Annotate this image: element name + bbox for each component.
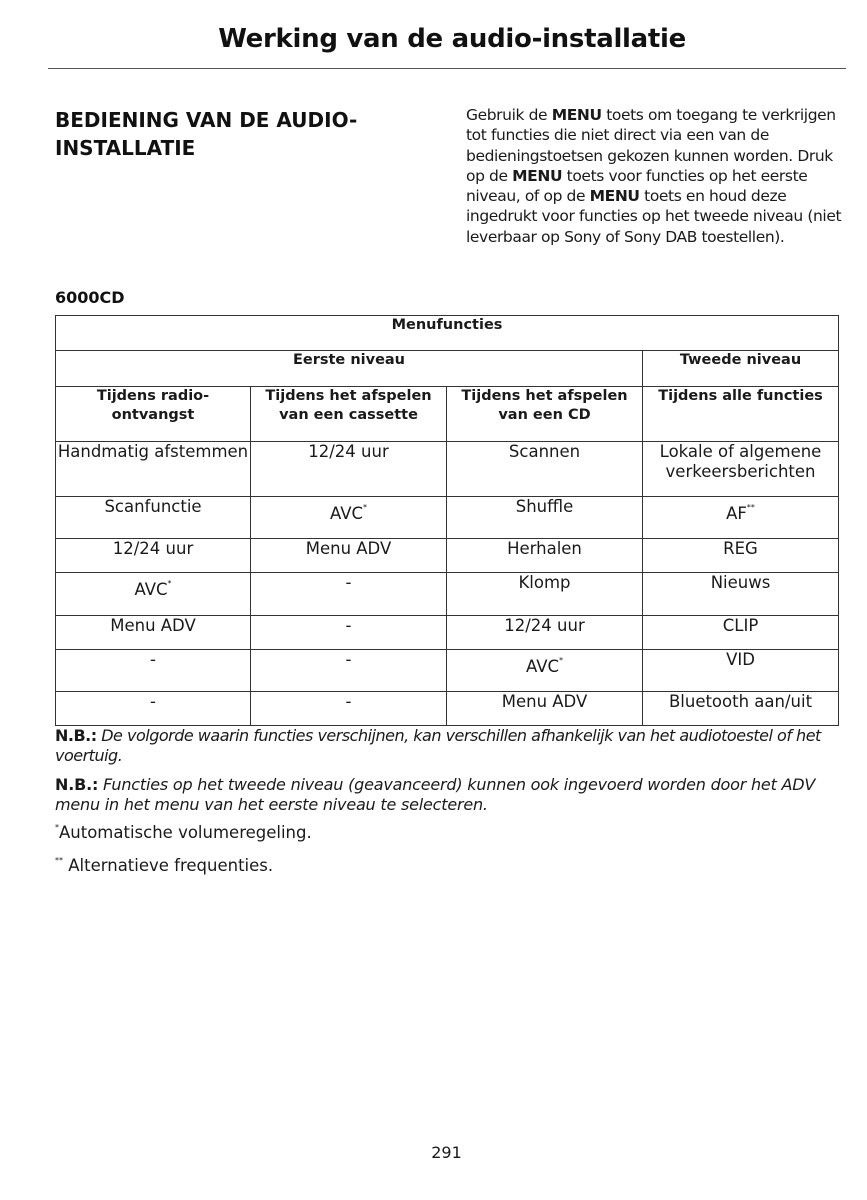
table-cell: REG (643, 539, 839, 573)
footnote-text: Automatische volumeregeling. (59, 823, 312, 842)
first-level-header: Eerste niveau (56, 351, 643, 387)
table-cell: Scannen (447, 442, 643, 497)
footnote-mark: * (55, 823, 59, 832)
table-row (56, 539, 839, 573)
table-cell: Scanfunctie (56, 497, 251, 539)
table-cell: 12/24 uur (447, 616, 643, 650)
cell-text: AVC (134, 580, 168, 599)
page-header (48, 22, 846, 69)
footnote-af (55, 856, 273, 876)
table-cell: - (251, 650, 447, 692)
cell-text: AVC (329, 504, 364, 523)
table-row (56, 692, 839, 726)
table-cell (56, 573, 251, 616)
second-level-header: Tweede niveau (643, 351, 839, 387)
table-cell: Menu ADV (56, 616, 251, 650)
table-row (56, 650, 839, 692)
note-label: N.B.: (55, 726, 97, 745)
table-row (56, 497, 839, 539)
table-cell: Menu ADV (447, 692, 643, 726)
table-cell: Bluetooth aan/uit (643, 692, 839, 726)
table-cell (251, 497, 447, 539)
table-cell: Menu ADV (251, 539, 447, 573)
table-cell: CLIP (643, 616, 839, 650)
footnote-mark: ** (55, 856, 63, 865)
menu-functions-table (55, 315, 839, 726)
table-cell: Shuffle (447, 497, 643, 539)
table-cell: 12/24 uur (251, 442, 447, 497)
table-cell: - (56, 650, 251, 692)
table-cell: VID (643, 650, 839, 692)
model-heading: 6000CD (55, 288, 125, 307)
page-title: Werking van de audio-installatie (218, 24, 686, 54)
note-order (55, 726, 845, 766)
menu-key-label: MENU (512, 166, 563, 185)
table-row (56, 573, 839, 616)
table-cell: Handmatig afstemmen (56, 442, 251, 497)
note-second-level (55, 775, 845, 815)
table-cell (643, 497, 839, 539)
table-title: Menufuncties (56, 316, 839, 351)
table-row (56, 616, 839, 650)
table-cell: Lokale of algemene verkeersberichten (643, 442, 839, 497)
table-cell: - (56, 692, 251, 726)
intro-paragraph (466, 105, 844, 247)
footnote-avc (55, 823, 312, 843)
note-label: N.B.: (55, 775, 99, 794)
section-heading: BEDIENING VAN DE AUDIO-INSTALLATIE (55, 108, 358, 160)
cell-text: AVC (525, 657, 560, 676)
page-number: 291 (431, 1143, 462, 1162)
column-header-cd: Tijdens het afspelen van een CD (447, 387, 643, 442)
table-cell (447, 650, 643, 692)
footnote-mark: ** (746, 503, 755, 512)
footnote-text: Alternatieve frequenties. (68, 856, 274, 875)
table-cell: Nieuws (643, 573, 839, 616)
menu-key-label: MENU (589, 187, 640, 206)
intro-text-2: toets om toegang te verkrijgen tot functies die niet direct via een van de bedieningstoetsen gekozen kunnen worden. Druk op de (466, 106, 836, 185)
table-cell: Herhalen (447, 539, 643, 573)
intro-text-1: Gebruik de (466, 106, 552, 124)
table-row (56, 442, 839, 497)
table-cell: - (251, 692, 447, 726)
intro-text-4: toets en houd deze ingedrukt voor functies op het tweede niveau (niet leverbaar op Sony of Sony DAB toestellen). (466, 187, 842, 246)
column-header-cassette: Tijdens het afspelen van een cassette (251, 387, 447, 442)
cell-text: AF (726, 504, 747, 523)
footnote-mark: * (363, 503, 368, 512)
footnote-mark: * (559, 656, 564, 665)
note-text: De volgorde waarin functies verschijnen, kan verschillen afhankelijk van het audiotoestel of het voertuig. (55, 726, 821, 765)
footnote-mark: * (167, 579, 172, 588)
column-header-all: Tijdens alle functies (643, 387, 839, 442)
table-cell: - (251, 573, 447, 616)
column-header-radio: Tijdens radio-ontvangst (56, 387, 251, 442)
table-cell: Klomp (447, 573, 643, 616)
menu-key-label: MENU (551, 106, 602, 124)
table-cell: - (251, 616, 447, 650)
intro-text-3: toets voor functies op het eerste niveau, of op de (466, 166, 808, 206)
note-text: Functies op het tweede niveau (geavanceerd) kunnen ook ingevoerd worden door het ADV menu in het menu van het eerste niveau te selecteren. (55, 775, 816, 814)
table-cell: 12/24 uur (56, 539, 251, 573)
